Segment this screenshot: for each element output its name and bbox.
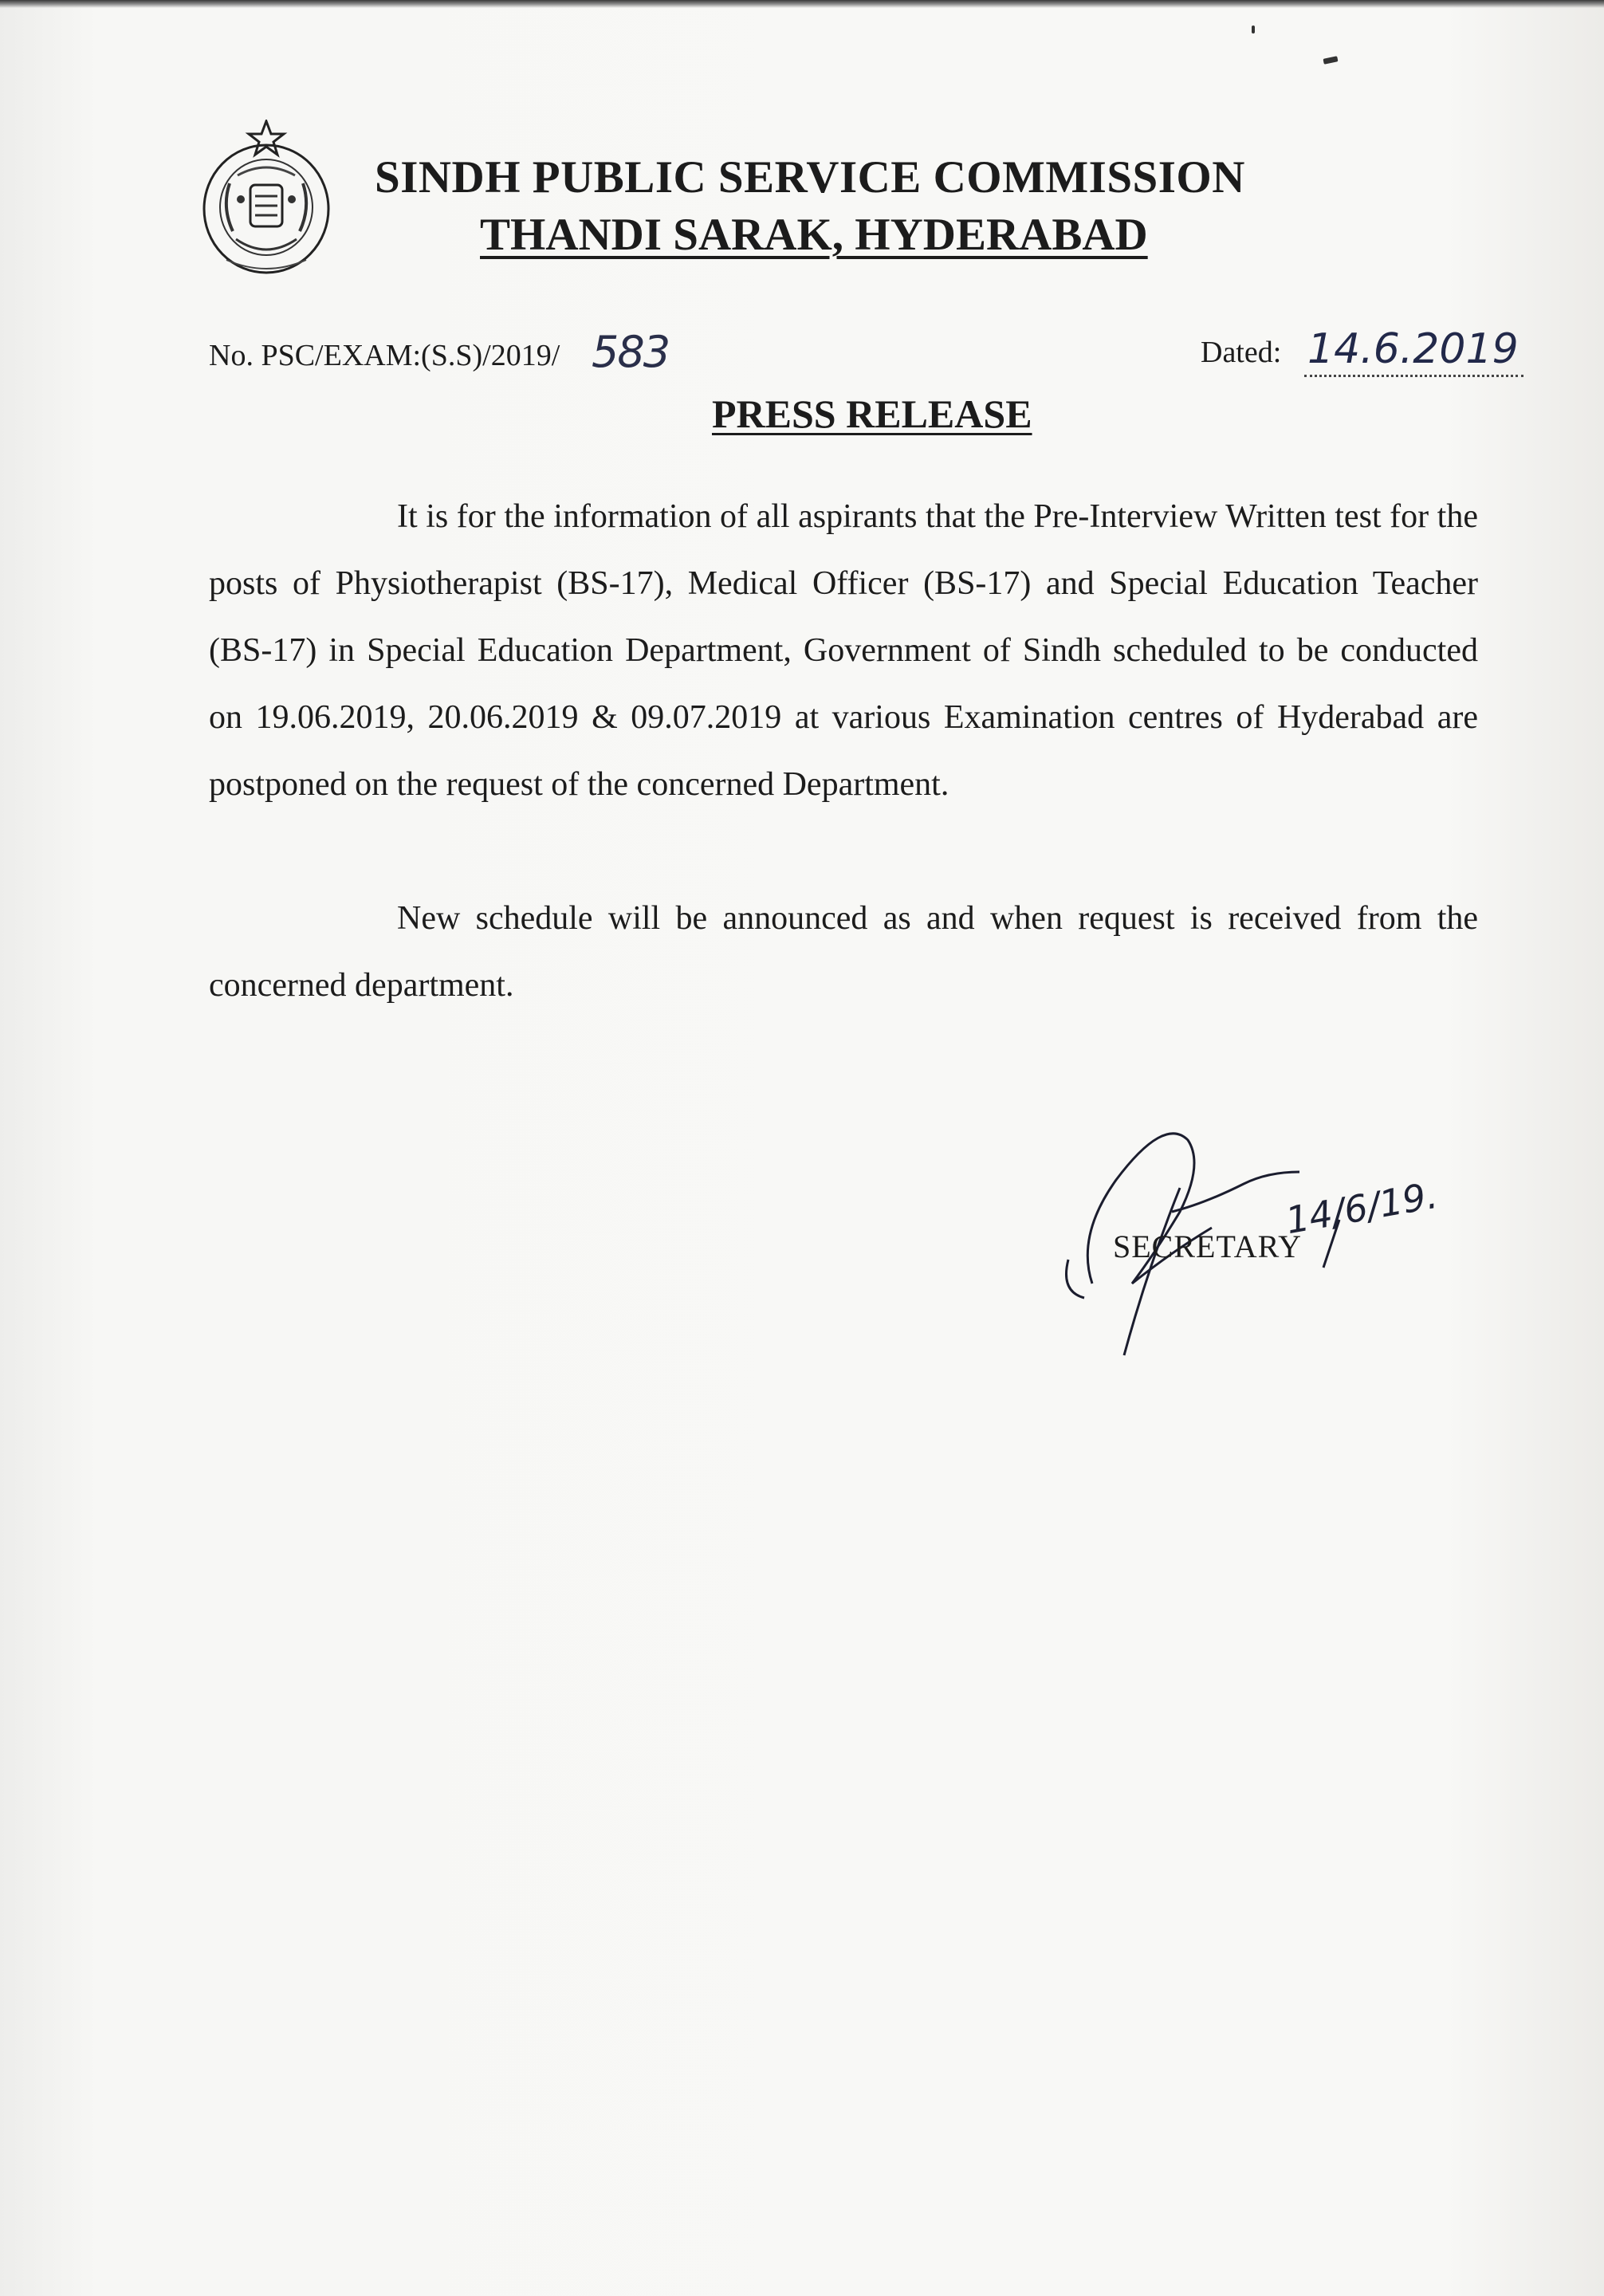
date-handwritten: 14.6.2019 [1304,325,1523,377]
scan-speck [1323,56,1338,65]
sindh-emblem-seal [198,120,335,276]
scan-top-edge [0,0,1604,8]
organization-name: SINDH PUBLIC SERVICE COMMISSION [375,152,1245,202]
scan-speck [1252,26,1255,33]
body-paragraph-1: It is for the information of all aspirants that the Pre-Interview Written test for the posts of Physiotherapist (BS-17), Medical Officer (BS-17) and Special Education Teacher (BS-17) in Special Education Department, Government of Sindh scheduled to be conducted on 19.06.2019, 20.06.2019 & 09.07.2019 at various Examination centres of Hyderabad are postponed on the request of the concerned Department. [209,498,1478,803]
date-label: Dated: [1201,336,1282,369]
signatory-title: SECRETARY [1113,1229,1302,1264]
reference-number-label: No. PSC/EXAM:(S.S)/2019/ [209,339,560,372]
organization-address: THANDI SARAK, HYDERABAD [480,210,1148,260]
body-paragraph-2: New schedule will be announced as and when request is received from the concerned department. [209,900,1478,1004]
signature-date-handwritten: 14/6/19. [1282,1173,1441,1243]
press-release-title: PRESS RELEASE [712,391,1032,436]
reference-number-handwritten: 583 [592,327,670,377]
